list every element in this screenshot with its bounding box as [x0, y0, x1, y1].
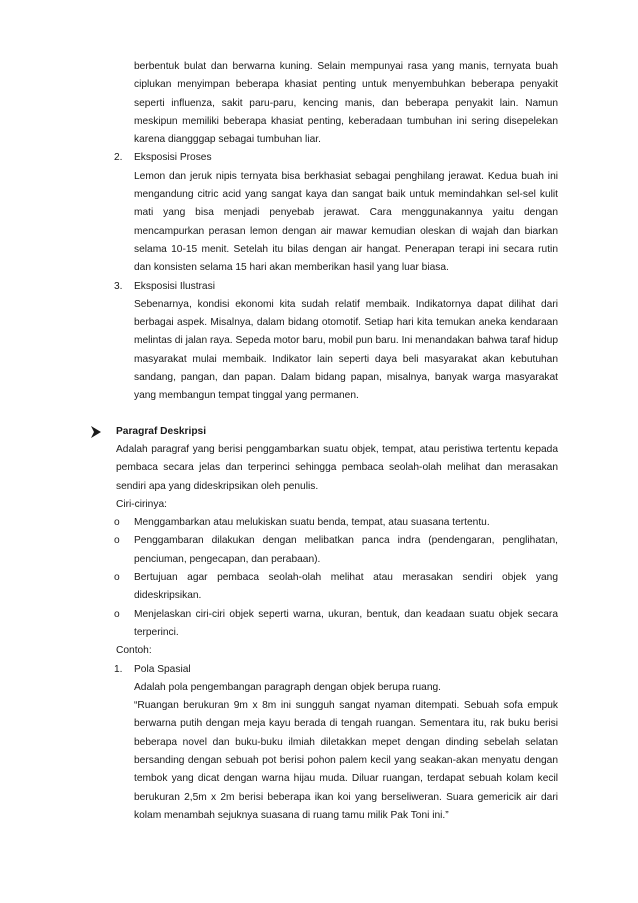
circle-bullet: o: [114, 608, 120, 620]
characteristic-text: Penggambaran dilakukan dengan melibatkan panca indra (pendengaran, penglihatan, penciuman, pengecapan, dan perabaan).: [134, 535, 558, 565]
example-definition: Adalah pola pengembangan paragraph dengan objek berupa ruang.: [134, 681, 442, 693]
example-label: Contoh:: [116, 645, 152, 657]
list-number: 2.: [114, 152, 123, 164]
list-item-eksposisi-ilustrasi: [114, 278, 558, 296]
characteristic-item: [114, 532, 558, 569]
characteristics-label: Ciri-cirinya:: [116, 498, 167, 510]
characteristic-item: [114, 514, 558, 532]
list-item-body: Sebenarnya, kondisi ekonomi kita sudah relatif membaik. Indikatornya dapat dilihat dari berbagai aspek. Misalnya, dalam bidang otomotif. Setiap hari kita temukan aneka kendaraan melintas di jalan raya. Sepeda motor baru, mobil pun baru. Ini menandakan bahwa taraf hidup masyarakat mulai membaik. Indikator lain seperti daya beli masyarakat akan kebutuhan sandang, pangan, dan papan. Dalam bidang papan, misalnya, banyak warga masyarakat yang membangun tempat tinggal yang permanen.: [134, 298, 558, 402]
characteristic-text: Menjelaskan ciri-ciri objek seperti warna, ukuran, bentuk, dan keadaan suatu objek secara terperinci.: [134, 608, 558, 638]
list-item-title: Eksposisi Ilustrasi: [134, 280, 215, 292]
characteristic-text: Bertujuan agar pembaca seolah-olah melihat atau merasakan sendiri objek yang dideskripsikan.: [134, 572, 558, 602]
intro-paragraph: berbentuk bulat dan berwarna kuning. Selain mempunyai rasa yang manis, ternyata buah ciplukan menyimpan beberapa khasiat penting untuk menyembuhkan beberapa penyakit seperti influenza, sakit paru-paru, kencing manis, dan beberapa penyakit lain. Namun meskipun memiliki beberapa khasiat penting, keberadaan tumbuhan ini sering disepelekan karena diangggap sebagai tumbuhan liar.: [134, 61, 558, 146]
example-quote: “Ruangan berukuran 9m x 8m ini sungguh sangat nyaman ditempati. Sebuah sofa empuk berwarna putih dengan meja kayu berada di tengah ruangan. Sementara itu, rak buku berisi beberapa novel dan buku-buku ilmiah diletakkan mepet dengan dinding sebelah selatan bersanding dengan sebuah pot berisi pohon palem kecil yang seakan-akan menyatu dengan tembok yang dicat dengan warna hijau muda. Diluar ruangan, terdapat sebuah kolam kecil berukuran 2,5m x 2m berisi beberapa ikan koi yang berseliweran. Suara gemericik air dari kolam menambah sejuknya suasana di ruang tamu milik Pak Toni ini.”: [134, 700, 558, 821]
example-item-pola-spasial: [114, 661, 558, 679]
arrow-bullet-icon: [90, 425, 102, 439]
circle-bullet: o: [114, 535, 120, 547]
list-item-eksposisi-proses: [114, 149, 558, 167]
section-heading-row: [116, 423, 558, 441]
characteristic-item: [114, 569, 558, 606]
circle-bullet: o: [114, 517, 120, 529]
example-title: Pola Spasial: [134, 663, 191, 675]
circle-bullet: o: [114, 572, 120, 584]
list-item-title: Eksposisi Proses: [134, 152, 212, 164]
list-number: 3.: [114, 280, 123, 292]
characteristic-item: [114, 606, 558, 643]
document-page: [0, 58, 638, 825]
section-definition: Adalah paragraf yang berisi penggambarkan suatu objek, tempat, atau peristiwa tertentu kepada pembaca secara jelas dan terperinci sehingga pembaca seolah-olah melihat dan merasakan sendiri apa yang dideskripsikan oleh penulis.: [116, 443, 558, 492]
section-heading: Paragraf Deskripsi: [116, 425, 207, 437]
list-number: 1.: [114, 663, 123, 675]
characteristic-text: Menggambarkan atau melukiskan suatu benda, tempat, atau suasana tertentu.: [134, 517, 490, 529]
list-item-body: Lemon dan jeruk nipis ternyata bisa berkhasiat sebagai penghilang jerawat. Kedua buah ini mengandung citric acid yang sangat kaya dan sangat baik untuk memindahkan sel-sel kulit mati yang bisa menjadi penyebab jerawat. Cara menggunakannya yaitu dengan mencampurkan perasan lemon dengan air mawar kemudian oleskan di wajah dan biarkan selama 10-15 menit. Setelah itu bilas dengan air hangat. Penerapan terapi ini secara rutin dan konsisten selama 15 hari akan memberikan hasil yang luar biasa.: [134, 170, 558, 274]
